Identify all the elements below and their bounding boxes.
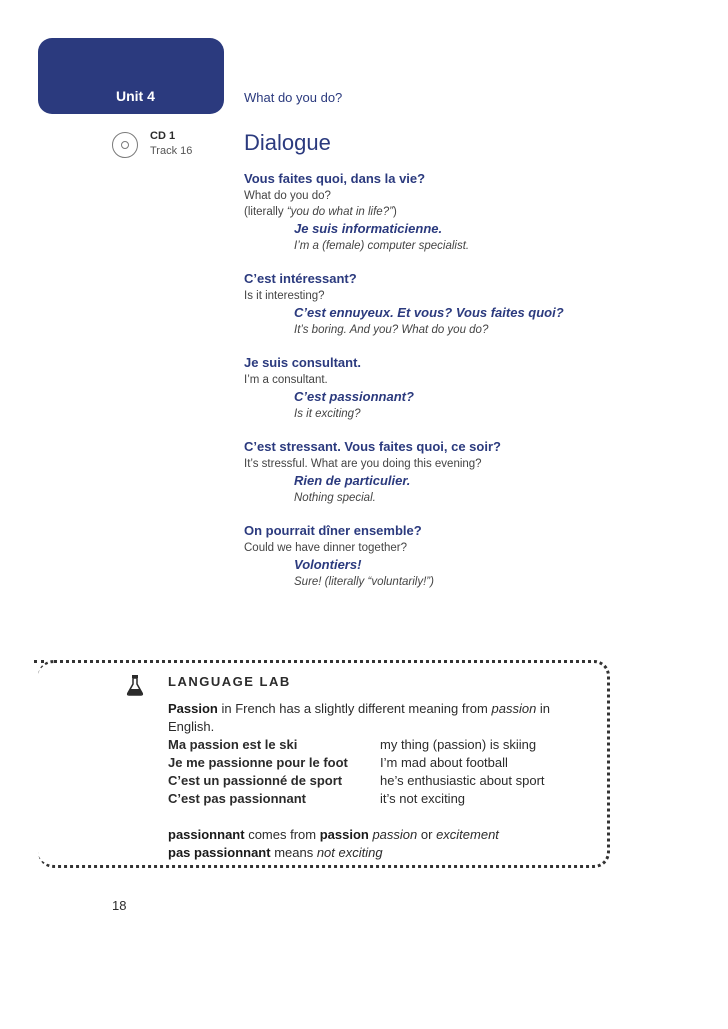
lab-french: Ma passion est le ski xyxy=(168,737,298,752)
language-lab-body xyxy=(168,700,588,862)
lab-french: C’est pas passionnant xyxy=(168,791,306,806)
intro-text: in English. xyxy=(168,701,551,734)
intro-italic: passion xyxy=(491,701,537,716)
speaker-b-french: Volontiers! xyxy=(294,557,362,572)
dialogue-exchange xyxy=(244,522,684,590)
lab-row xyxy=(168,790,588,808)
note-text: means xyxy=(270,845,317,860)
note-bold: passionnant xyxy=(168,827,245,842)
speaker-a-english: It’s stressful. What are you doing this evening? xyxy=(244,458,482,470)
speaker-a-french: Vous faites quoi, dans la vie? xyxy=(244,171,426,186)
speaker-b-french: C’est passionnant? xyxy=(294,389,414,404)
speaker-a-english: I’m a consultant. xyxy=(244,374,328,386)
speaker-b-english: I’m a (female) computer specialist. xyxy=(294,240,470,252)
lab-row xyxy=(168,754,588,772)
spacer xyxy=(168,808,588,826)
literal-note xyxy=(244,204,684,220)
note-italic: “you do what in life?” xyxy=(286,206,393,218)
note-bold: pas passionnant xyxy=(168,845,271,860)
intro-bold: Passion xyxy=(168,701,218,716)
speaker-a-french: C’est stressant. Vous faites quoi, ce soir? xyxy=(244,439,501,454)
lab-note-1 xyxy=(168,826,588,844)
flask-icon xyxy=(126,674,144,696)
note-text: comes from xyxy=(244,827,320,842)
speaker-a-french: Je suis consultant. xyxy=(244,355,362,370)
language-lab-heading: LANGUAGE LAB xyxy=(168,674,291,689)
lab-french: Je me passionne pour le foot xyxy=(168,755,348,770)
cd-icon xyxy=(112,132,138,158)
speaker-a-english: Is it interesting? xyxy=(244,290,325,302)
note-prefix: (literally xyxy=(244,206,287,218)
lab-intro xyxy=(168,700,588,736)
lab-french: C’est un passionné de sport xyxy=(168,773,343,788)
dialogue-exchange xyxy=(244,354,684,422)
speaker-b-french: C’est ennuyeux. Et vous? Vous faites quoi? xyxy=(294,305,564,320)
speaker-b-french: Rien de particulier. xyxy=(294,473,411,488)
note-bold: passion xyxy=(319,827,369,842)
dialogue-exchange xyxy=(244,438,684,506)
unit-label: Unit 4 xyxy=(116,88,155,104)
speaker-a-french: On pourrait dîner ensemble? xyxy=(244,523,422,538)
lab-note-2 xyxy=(168,844,588,862)
speaker-b-english: Is it exciting? xyxy=(294,408,361,420)
dialogue xyxy=(244,170,684,606)
lab-english: my thing (passion) is skiing xyxy=(380,737,537,752)
lab-row xyxy=(168,736,588,754)
lab-box-lead-line xyxy=(34,660,44,663)
speaker-b-english: It’s boring. And you? What do you do? xyxy=(294,324,489,336)
speaker-b-english: Sure! (literally “voluntarily!”) xyxy=(294,576,434,588)
cd-label: CD 1 xyxy=(150,130,176,142)
lab-english: he’s enthusiastic about sport xyxy=(380,773,545,788)
lab-english: it’s not exciting xyxy=(380,791,466,806)
speaker-a-english: Could we have dinner together? xyxy=(244,542,408,554)
lab-row xyxy=(168,772,588,790)
intro-text: in French has a slightly different meaning from xyxy=(217,701,492,716)
page-number: 18 xyxy=(112,898,127,913)
speaker-b-french: Je suis informaticienne. xyxy=(294,221,443,236)
dialogue-exchange xyxy=(244,170,684,254)
speaker-a-french: C’est intéressant? xyxy=(244,271,357,286)
speaker-b-english: Nothing special. xyxy=(294,492,376,504)
speaker-a-english: What do you do? xyxy=(244,190,331,202)
note-italic: passion xyxy=(372,827,418,842)
note-suffix: ) xyxy=(392,206,397,218)
lab-english: I’m mad about football xyxy=(380,755,508,770)
unit-title: What do you do? xyxy=(244,90,343,105)
note-text: or xyxy=(417,827,437,842)
track-label: Track 16 xyxy=(150,145,193,157)
note-italic: not exciting xyxy=(316,845,383,860)
dialogue-exchange xyxy=(244,270,684,338)
note-italic: excitement xyxy=(436,827,499,842)
section-title: Dialogue xyxy=(244,130,331,155)
